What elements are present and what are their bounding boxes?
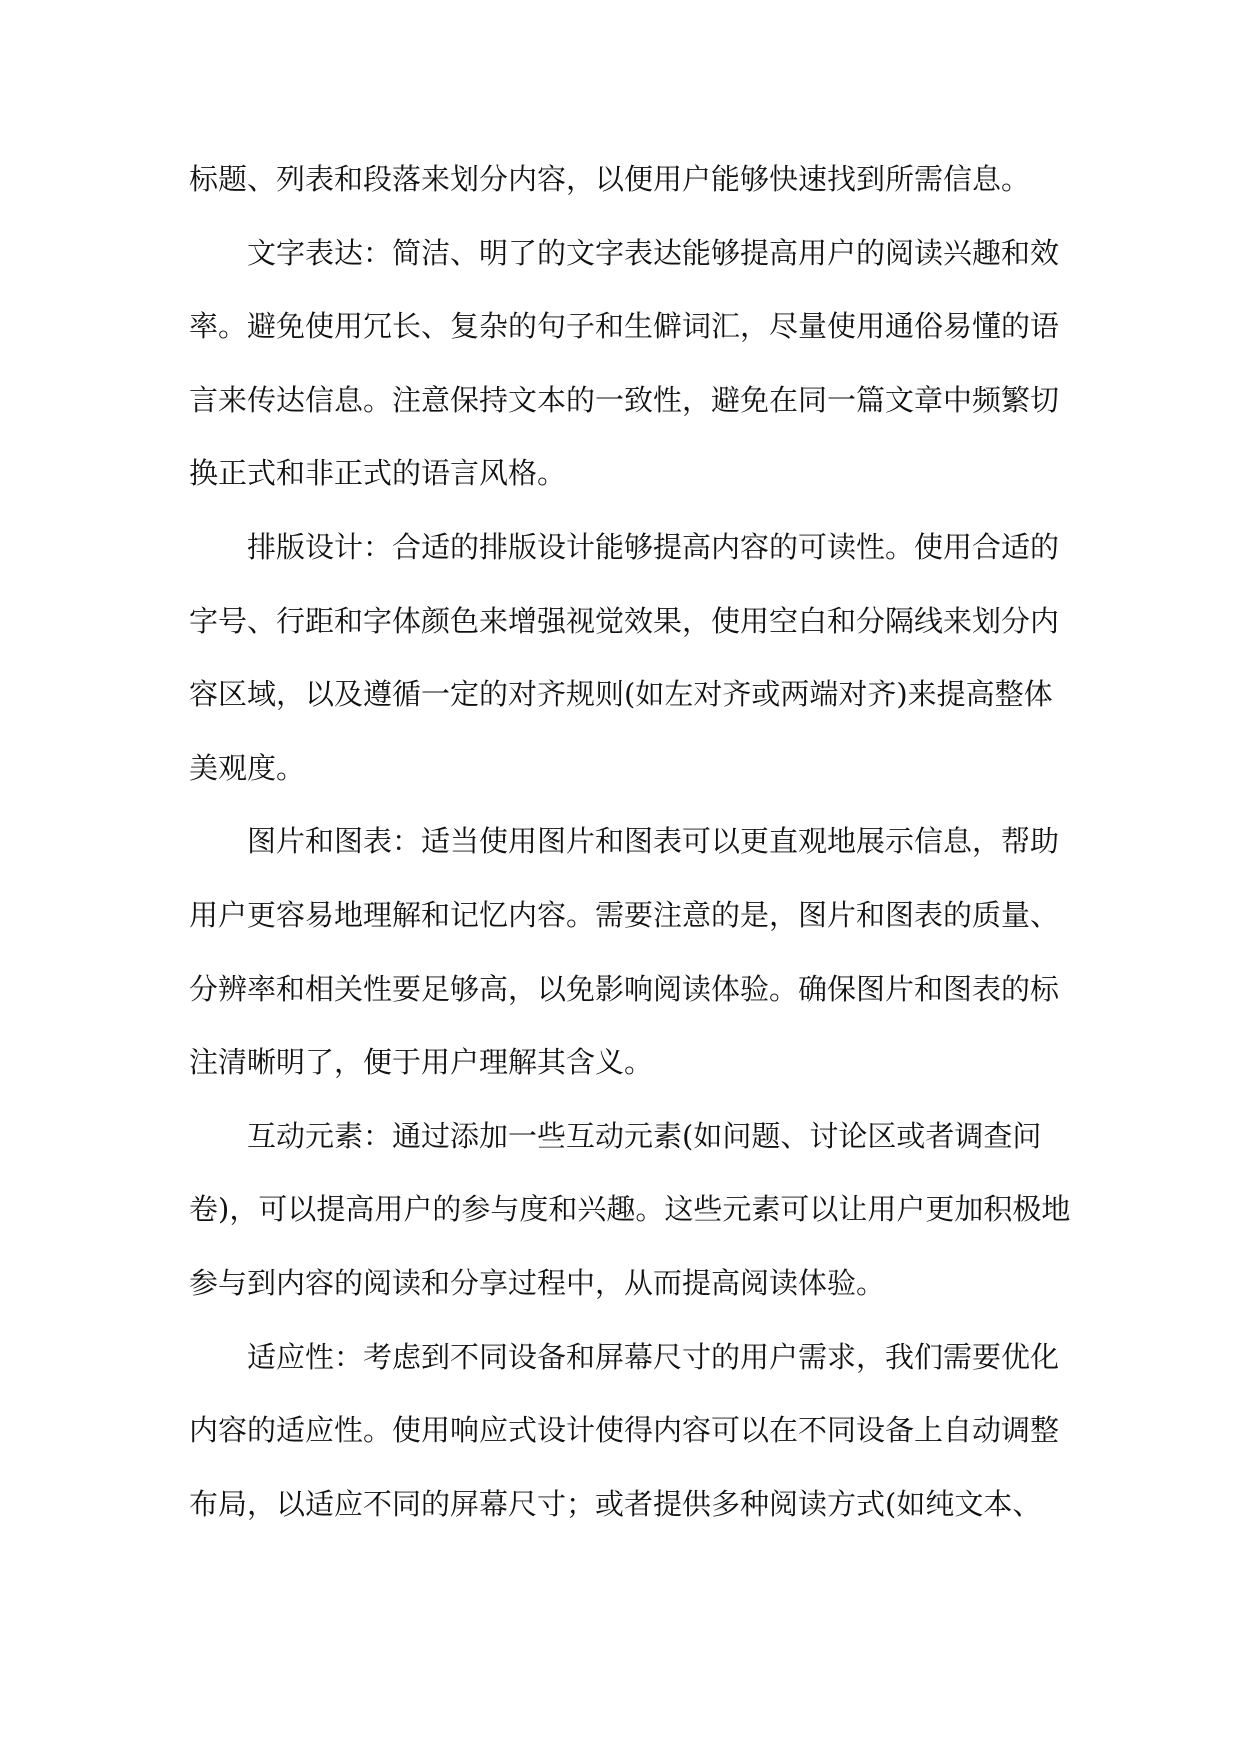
text-line: 率。避免使用冗长、复杂的句子和生僻词汇，尽量使用通俗易懂的语 bbox=[189, 309, 1060, 344]
text-line: 注清晰明了，便于用户理解其含义。 bbox=[189, 1045, 654, 1080]
text-line: 排版设计：合适的排版设计能够提高内容的可读性。使用合适的 bbox=[247, 529, 1060, 564]
text-line: 文字表达：简洁、明了的文字表达能够提高用户的阅读兴趣和效 bbox=[247, 235, 1060, 270]
text-line: 参与到内容的阅读和分享过程中，从而提高阅读体验。 bbox=[189, 1265, 886, 1300]
text-line: 容区域，以及遵循一定的对齐规则(如左对齐或两端对齐)来提高整体 bbox=[189, 677, 1053, 712]
text-line: 卷)，可以提高用户的参与度和兴趣。这些元素可以让用户更加积极地 bbox=[189, 1192, 1071, 1227]
text-line: 用户更容易地理解和记忆内容。需要注意的是，图片和图表的质量、 bbox=[189, 897, 1060, 932]
text-line: 布局，以适应不同的屏幕尺寸；或者提供多种阅读方式(如纯文本、 bbox=[189, 1486, 1042, 1521]
text-line: 言来传达信息。注意保持文本的一致性，避免在同一篇文章中频繁切 bbox=[189, 382, 1060, 417]
text-line: 适应性：考虑到不同设备和屏幕尺寸的用户需求，我们需要优化 bbox=[247, 1339, 1060, 1374]
text-line: 换正式和非正式的语言风格。 bbox=[189, 456, 567, 491]
text-line: 图片和图表：适当使用图片和图表可以更直观地展示信息，帮助 bbox=[247, 824, 1060, 859]
text-line: 字号、行距和字体颜色来增强视觉效果，使用空白和分隔线来划分内 bbox=[189, 603, 1060, 638]
document-body bbox=[189, 143, 1071, 1541]
text-line: 标题、列表和段落来划分内容，以便用户能够快速找到所需信息。 bbox=[189, 162, 1031, 196]
text-line: 内容的适应性。使用响应式设计使得内容可以在不同设备上自动调整 bbox=[189, 1413, 1060, 1448]
text-line: 美观度。 bbox=[189, 750, 306, 785]
text-line: 分辨率和相关性要足够高，以免影响阅读体验。确保图片和图表的标 bbox=[189, 971, 1060, 1006]
text-line: 互动元素：通过添加一些互动元素(如问题、讨论区或者调查问 bbox=[247, 1118, 1042, 1153]
